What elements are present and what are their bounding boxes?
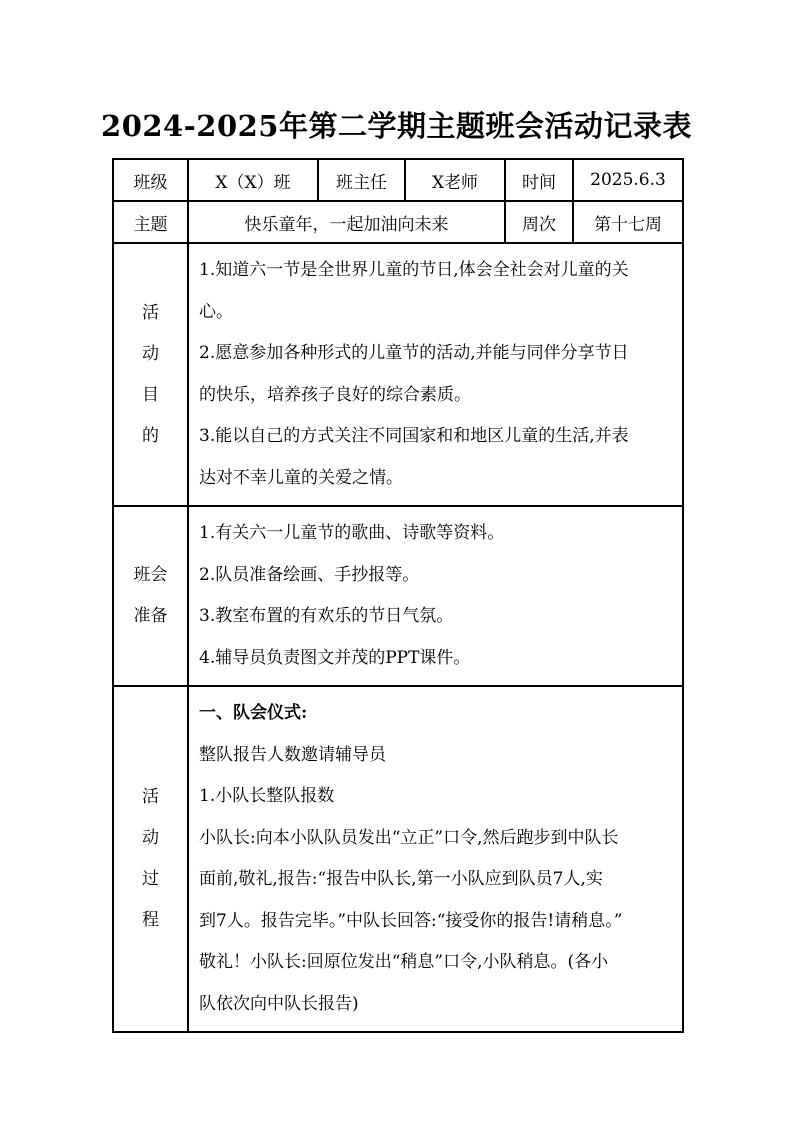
page-title: 2024-2025年第二学期主题班会活动记录表 — [101, 109, 692, 143]
process-line: 敬礼！小队长:回原位发出“稍息”口令,小队稍息。(各小 — [199, 952, 609, 972]
process-line: 1.小队长整队报数 — [199, 786, 335, 806]
objective-line: 的快乐，培养孩子良好的综合素质。 — [199, 384, 471, 405]
process-content — [188, 686, 683, 1032]
process-line: 小队长:向本小队队员发出“立正”口令,然后跑步到中队长 — [199, 827, 619, 848]
preparation-content — [188, 506, 683, 686]
objective-line: 3.能以自己的方式关注不同国家和和地区儿童的生活,并表 — [199, 426, 629, 446]
objective-line: 心。 — [199, 301, 233, 322]
theme-label: 主题 — [113, 201, 188, 243]
objectives-content — [188, 243, 683, 506]
week-value: 第十七周 — [573, 201, 683, 243]
time-label: 时间 — [505, 159, 573, 201]
preparation-line: 1.有关六一儿童节的歌曲、诗歌等资料。 — [199, 523, 505, 543]
objectives-row — [113, 243, 683, 506]
week-label: 周次 — [505, 201, 573, 243]
preparation-line: 2.队员准备绘画、手抄报等。 — [199, 564, 420, 585]
class-label: 班级 — [113, 159, 188, 201]
process-line: 整队报告人数邀请辅导员 — [199, 744, 386, 765]
process-row — [113, 686, 683, 1032]
activity-record-table — [112, 158, 684, 1033]
process-label: 活 动 过 程 — [113, 686, 188, 1032]
info-row-1 — [113, 159, 683, 201]
class-value: X（X）班 — [188, 159, 318, 201]
preparation-label: 班会 准备 — [113, 506, 188, 686]
preparation-line: 3.教室布置的有欢乐的节日气氛。 — [199, 606, 454, 626]
objective-line: 达对不幸儿童的关爱之情。 — [199, 467, 403, 488]
preparation-row — [113, 506, 683, 686]
info-row-2 — [113, 201, 683, 243]
objectives-label: 活 动 目 的 — [113, 243, 188, 506]
objective-line: 2.愿意参加各种形式的儿童节的活动,并能与同伴分享节日 — [199, 343, 629, 363]
preparation-line: 4.辅导员负责图文并茂的PPT课件。 — [199, 647, 471, 668]
process-line: 队依次向中队长报告) — [199, 993, 359, 1014]
process-line: 面前,敬礼,报告:“报告中队长,第一小队应到队员7人,实 — [199, 869, 603, 889]
process-line: 到7人。报告完毕。”中队长回答:“接受你的报告!请稍息。” — [199, 910, 623, 931]
theme-value: 快乐童年，一起加油向未来 — [188, 201, 505, 243]
time-value: 2025.6.3 — [573, 159, 683, 201]
process-heading: 一、队会仪式: — [199, 703, 308, 723]
teacher-label: 班主任 — [318, 159, 405, 201]
objective-line: 1.知道六一节是全世界儿童的节日,体会全社会对儿童的关 — [199, 260, 629, 280]
teacher-value: X老师 — [405, 159, 505, 201]
